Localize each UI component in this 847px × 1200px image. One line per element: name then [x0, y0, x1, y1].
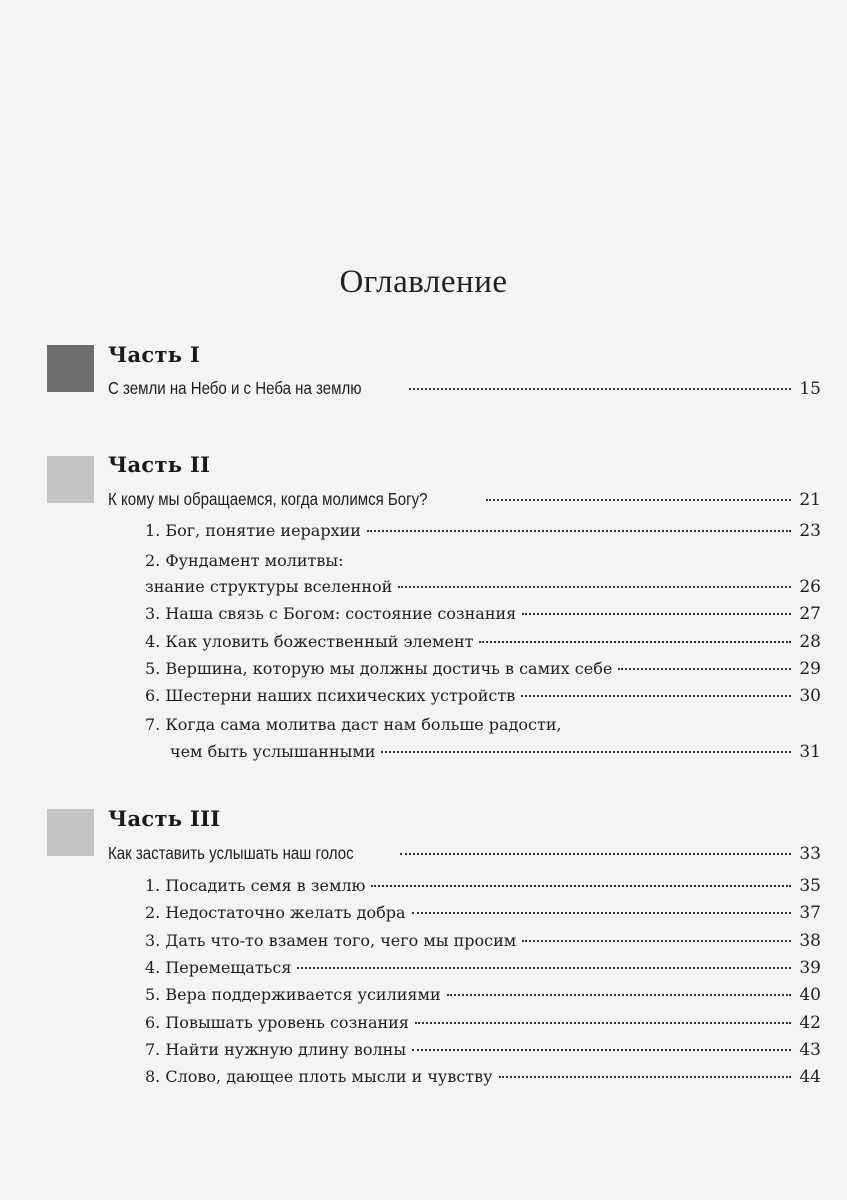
chapter-entry [145, 1040, 821, 1066]
leader-dots [522, 613, 791, 615]
chapter-label: 8. Слово, дающее плоть мысли и чувству [145, 1067, 493, 1086]
chapter-label-line2: чем быть услышанными [170, 742, 376, 761]
leader-dots [412, 912, 792, 914]
leader-dots [297, 967, 791, 969]
chapter-label-line1: 7. Когда сама молитва даст нам больше радости, [145, 715, 562, 734]
leader-dots [522, 940, 791, 942]
chapter-label: 3. Дать что-то взамен того, чего мы просим [145, 931, 517, 950]
chapter-label: 5. Вершина, которую мы должны достичь в самих себе [145, 659, 613, 678]
chapter-entry [145, 1067, 821, 1093]
leader-dots [521, 695, 791, 697]
part-3-title: Часть III [108, 806, 221, 831]
leader-dots [479, 641, 791, 643]
chapter-entry [145, 632, 821, 658]
chapter-label: 2. Недостаточно желать добра [145, 903, 406, 922]
leader-dots [412, 1049, 791, 1051]
leader-dots [409, 388, 792, 390]
leader-dots [447, 994, 792, 996]
chapter-entry [170, 742, 821, 768]
chapter-label: 5. Вера поддерживается усилиями [145, 985, 441, 1004]
chapter-label-line1: 2. Фундамент молитвы: [145, 551, 344, 570]
chapter-label: 4. Перемещаться [145, 958, 292, 977]
chapter-page: 31 [799, 742, 821, 762]
leader-dots [367, 530, 791, 532]
chapter-label: 7. Найти нужную длину волны [145, 1040, 407, 1059]
leader-dots [398, 586, 791, 588]
chapter-page: 26 [799, 577, 821, 597]
part-3-page: 33 [799, 844, 821, 864]
chapter-page: 37 [799, 903, 821, 923]
toc-title: Оглавление [339, 264, 508, 300]
part-1-square-icon [47, 345, 94, 392]
part-2-page: 21 [799, 490, 821, 510]
chapter-label-line2: знание структуры вселенной [145, 577, 393, 596]
chapter-label: 1. Посадить семя в землю [145, 876, 366, 895]
leader-dots [371, 885, 791, 887]
part-1-title: Часть I [108, 342, 201, 367]
leader-dots [400, 853, 792, 855]
chapter-entry [145, 659, 821, 685]
chapter-label: 4. Как уловить божественный элемент [145, 632, 474, 651]
leader-dots [618, 668, 791, 670]
chapter-entry [145, 876, 821, 902]
chapter-page: 43 [799, 1040, 821, 1060]
chapter-page: 42 [799, 1013, 821, 1033]
leader-dots [381, 751, 791, 753]
chapter-page: 30 [799, 686, 821, 706]
chapter-entry [145, 958, 821, 984]
chapter-page: 23 [799, 521, 821, 541]
part-3-square-icon [47, 809, 94, 856]
chapter-entry [145, 521, 821, 547]
part-3-heading-entry [108, 843, 821, 869]
part-2-title: Часть II [108, 452, 211, 477]
chapter-entry [145, 577, 821, 603]
chapter-entry [145, 604, 821, 630]
chapter-page: 39 [799, 958, 821, 978]
part-2-square-icon [47, 456, 94, 503]
chapter-page: 40 [799, 985, 821, 1005]
chapter-entry [145, 985, 821, 1011]
part-1-heading-entry [108, 378, 821, 404]
chapter-entry [145, 1013, 821, 1039]
part-1-page: 15 [799, 379, 821, 399]
chapter-page: 35 [799, 876, 821, 896]
chapter-page: 38 [799, 931, 821, 951]
leader-dots [499, 1076, 792, 1078]
chapter-page: 27 [799, 604, 821, 624]
chapter-label: 6. Повышать уровень сознания [145, 1013, 409, 1032]
part-2-heading: К кому мы обращаемся, когда молимся Богу? [108, 489, 428, 509]
chapter-entry [145, 686, 821, 712]
chapter-entry [145, 931, 821, 957]
chapter-label: 3. Наша связь с Богом: состояние сознания [145, 604, 517, 623]
part-3-heading: Как заставить услышать наш голос [108, 843, 354, 863]
leader-dots [415, 1022, 791, 1024]
part-1-heading: С земли на Небо и с Неба на землю [108, 378, 362, 398]
leader-dots [486, 499, 792, 501]
part-2-heading-entry [108, 489, 821, 515]
chapter-entry [145, 903, 821, 929]
chapter-label: 1. Бог, понятие иерархии [145, 521, 361, 540]
chapter-page: 29 [799, 659, 821, 679]
chapter-page: 44 [799, 1067, 821, 1087]
chapter-label: 6. Шестерни наших психических устройств [145, 686, 516, 705]
chapter-page: 28 [799, 632, 821, 652]
